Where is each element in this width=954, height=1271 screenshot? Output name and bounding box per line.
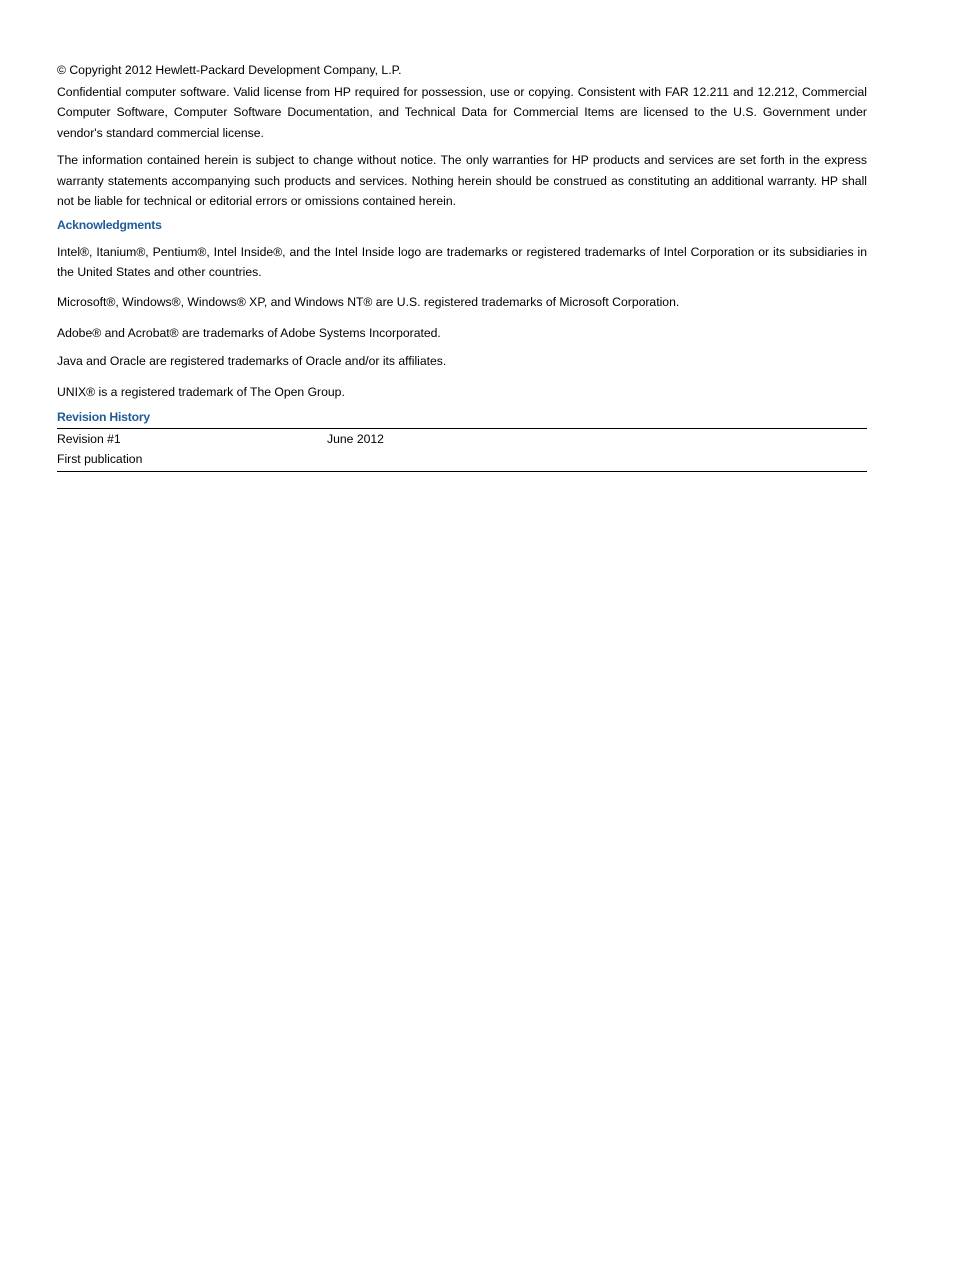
trademark-unix: UNIX® is a registered trademark of The Open Group. (57, 385, 345, 399)
trademark-intel: Intel®, Itanium®, Pentium®, Intel Inside®, and the Intel Inside logo are trademarks or registered trademarks of Intel Corporation or its subsidiaries in the United States and other countries. (57, 244, 867, 279)
copyright-notice: © Copyright 2012 Hewlett-Packard Development Company, L.P. (57, 63, 402, 77)
revision-date: June 2012 (327, 431, 384, 446)
revision-description: First publication (57, 452, 143, 466)
warranty-paragraph: The information contained herein is subject to change without notice. The only warranties for HP products and services are set forth in the express warranty statements accompanying such products and services. Nothing herein should be construed as constituting an additional warranty. HP shall not be liable for technical or editorial errors or omissions contained herein. (57, 153, 867, 208)
license-paragraph: Confidential computer software. Valid license from HP required for possession, use or copying. Consistent with FAR 12.211 and 12.212, Commercial Computer Software, Computer Software Documentation, and Technical Data for Commercial Items are licensed to the U.S. Government under vendor's standard commercial license. (57, 84, 867, 140)
acknowledgments-heading: Acknowledgments (57, 217, 162, 232)
revision-history-heading: Revision History (57, 409, 150, 424)
document-page (57, 60, 867, 472)
revision-number: Revision #1 (57, 431, 121, 446)
trademark-microsoft: Microsoft®, Windows®, Windows® XP, and Windows NT® are U.S. registered trademarks of Microsoft Corporation. (57, 294, 680, 309)
trademark-java-oracle: Java and Oracle are registered trademarks of Oracle and/or its affiliates. (57, 353, 447, 368)
trademark-adobe: Adobe® and Acrobat® are trademarks of Adobe Systems Incorporated. (57, 326, 441, 340)
revision-history-table (57, 428, 867, 472)
revision-row (57, 429, 867, 450)
revision-description-row (57, 449, 867, 470)
revision-description-extra (327, 449, 867, 470)
